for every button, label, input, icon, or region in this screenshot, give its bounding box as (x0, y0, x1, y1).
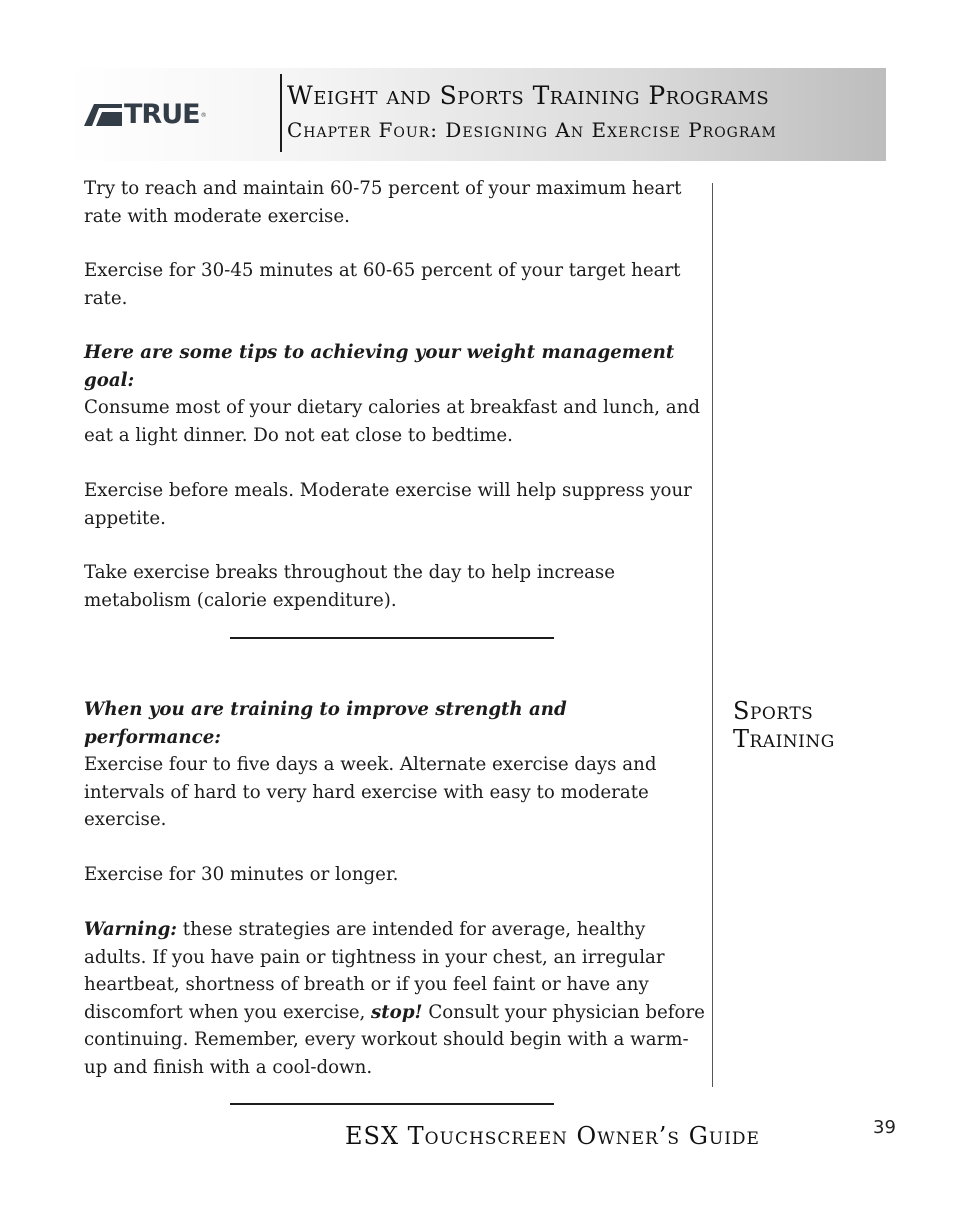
logo-mark-icon (84, 104, 122, 126)
sidebar-heading-line1: Sports (733, 697, 814, 725)
sidebar-heading (733, 697, 893, 753)
registered-mark-icon: ® (200, 111, 207, 119)
brand-name: TRUE (124, 99, 200, 130)
paragraph-frequency: Exercise four to five days a week. Alternate exercise days and intervals of hard to very hard exercise with easy to moderate exercise. (84, 754, 657, 830)
warning-stop: stop! (371, 1001, 423, 1023)
lead-strength: When you are training to improve strength and performance: (84, 699, 567, 748)
lead-weight-tips: Here are some tips to achieving your weight management goal: (84, 342, 675, 391)
warning-paragraph (84, 916, 710, 1081)
paragraph-duration: Exercise for 30-45 minutes at 60-65 percent of your target heart rate. (84, 260, 681, 309)
chapter-subtitle: Chapter Four: Designing An Exercise Program (287, 118, 777, 142)
warning-text-end: Consult your physician before continuing. Remember, every workout should begin with a warm-up and finish with a cool-down. (84, 1001, 705, 1078)
brand-logo (84, 99, 207, 130)
paragraph-heart-rate: Try to reach and maintain 60-75 percent of your maximum heart rate with moderate exercise. (84, 178, 682, 227)
warning-label: Warning: (84, 919, 177, 940)
footer-guide-title: ESX Touchscreen Owner’s Guide (345, 1122, 760, 1150)
header-divider (280, 74, 282, 152)
page-title: Weight and Sports Training Programs (287, 81, 770, 110)
paragraph-before-meals: Exercise before meals. Moderate exercise will help suppress your appetite. (84, 480, 692, 529)
paragraph-longer: Exercise for 30 minutes or longer. (84, 864, 399, 885)
section-divider (230, 637, 554, 639)
warning-text: these strategies are intended for average, healthy adults. If you have pain or tightness in your chest, an irregular heartbeat, shortness of breath or if you feel faint or have any discomfort when you exercise, (84, 919, 665, 1023)
paragraph-breaks: Take exercise breaks throughout the day to help increase metabolism (calorie expenditure). (84, 562, 616, 611)
sidebar-heading-line2: Training (733, 725, 835, 753)
column-divider (712, 183, 713, 1087)
paragraph-calories: Consume most of your dietary calories at breakfast and lunch, and eat a light dinner. Do not eat close to bedtime. (84, 397, 701, 446)
bottom-divider (230, 1103, 554, 1105)
page-number: 39 (873, 1117, 896, 1138)
